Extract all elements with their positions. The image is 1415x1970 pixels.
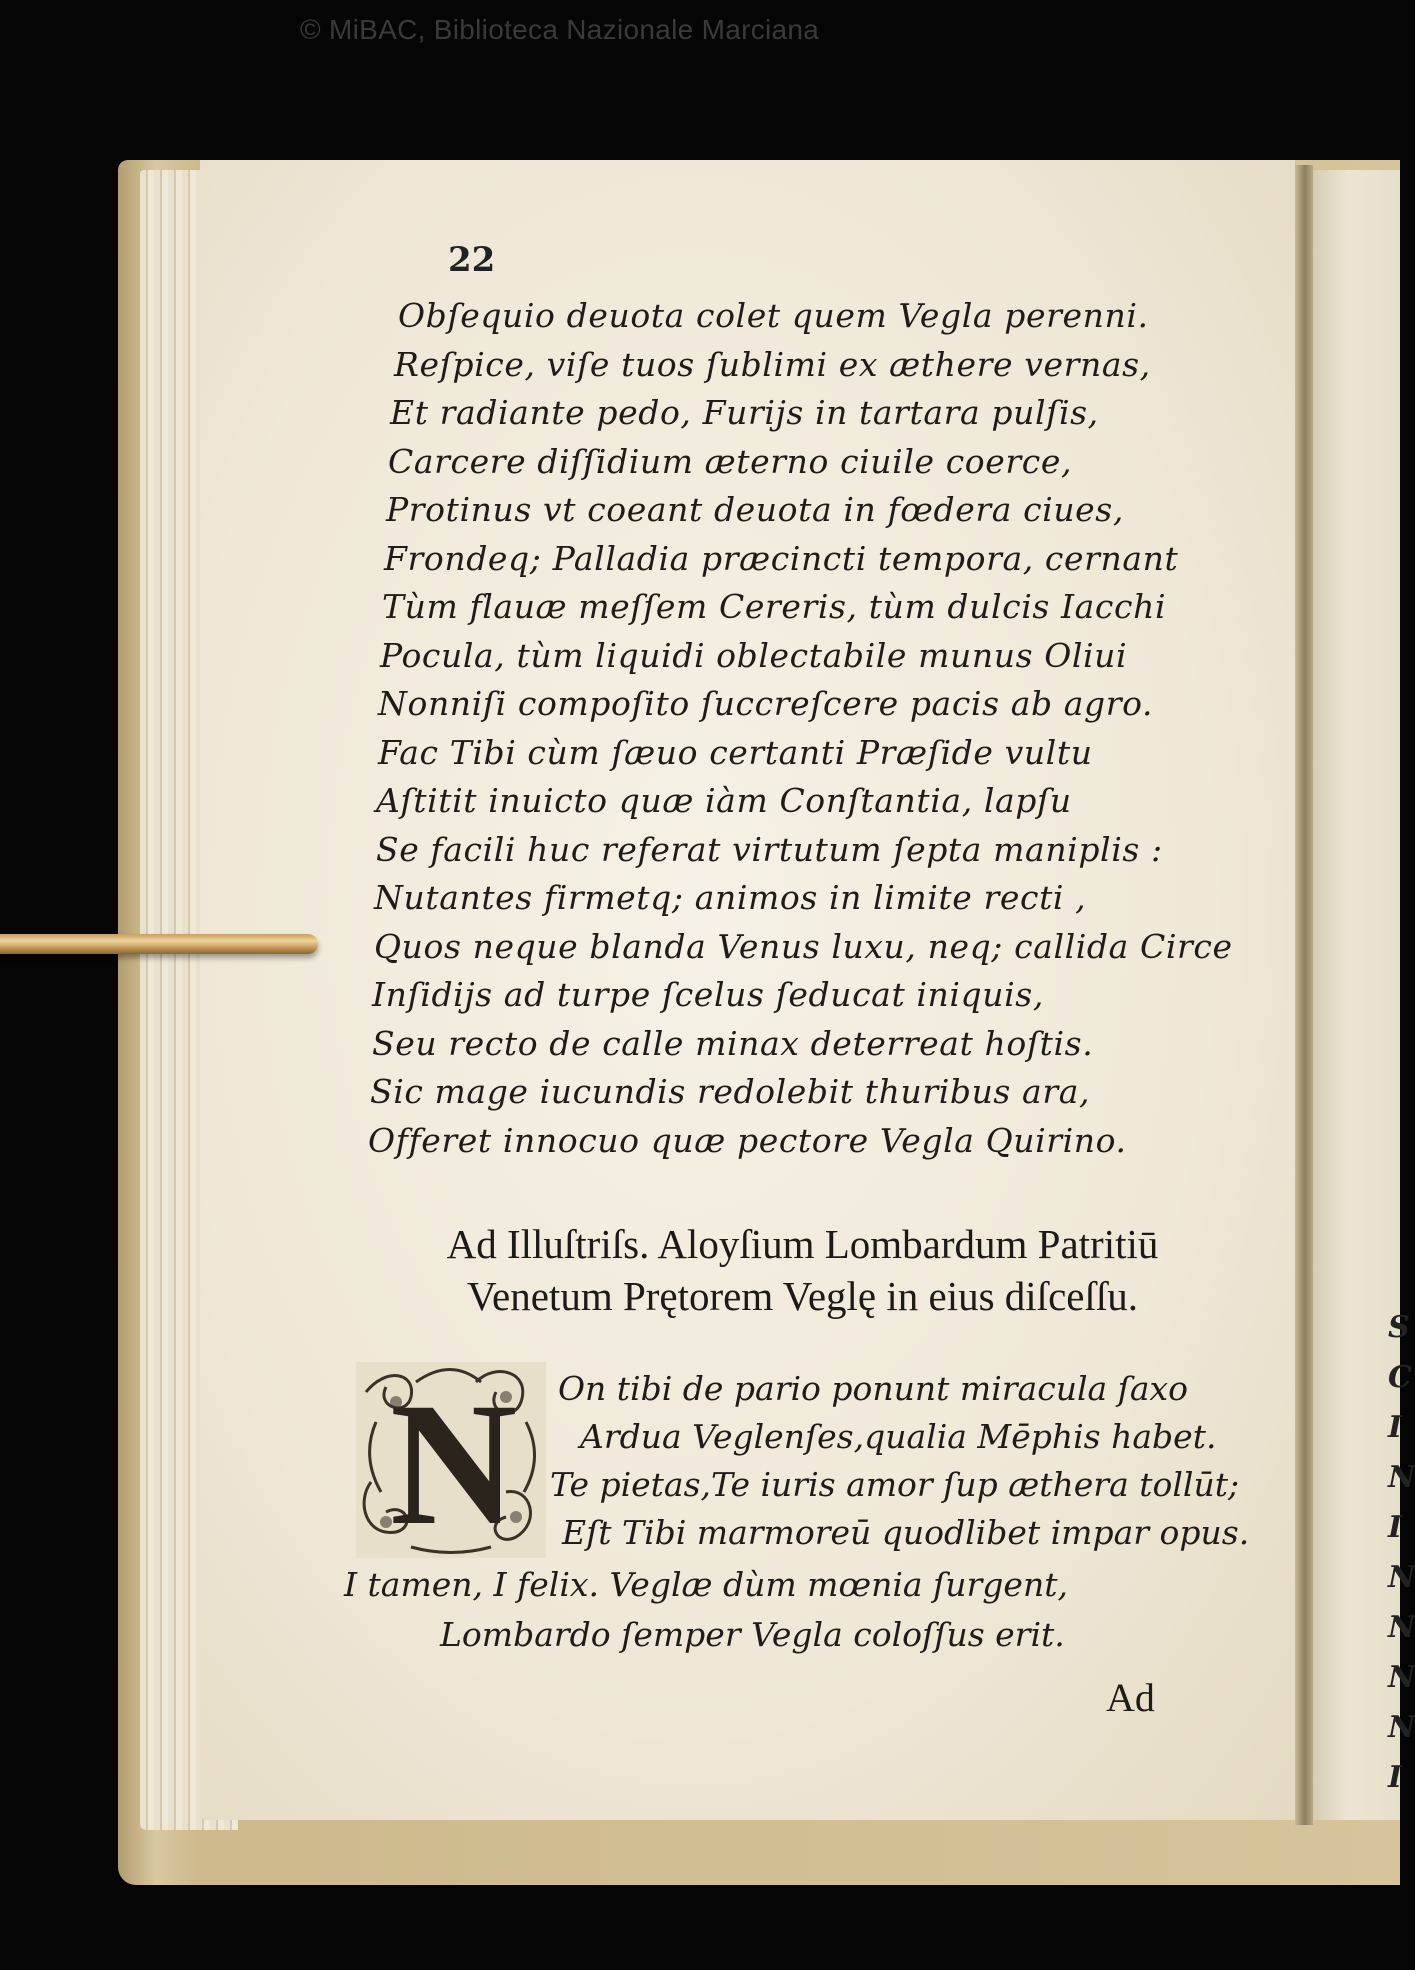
- page-number: 22: [448, 240, 496, 280]
- facing-page-edge-text: I: [1388, 1510, 1403, 1545]
- facing-page-edge-text: N: [1388, 1560, 1415, 1595]
- epigram-line: Eſt Tibi marmoreū quodlibet impar opus.: [562, 1513, 1250, 1552]
- book-gutter: [1295, 165, 1313, 1825]
- poem-line: Aſtitit inuicto quæ iàm Conſtantia, lapſu: [376, 781, 1072, 820]
- poem-line: Obſequio deuota colet quem Vegla perenni.: [398, 296, 1149, 335]
- epigram-line: Lombardo ſemper Vegla coloſſus erit.: [440, 1615, 1065, 1654]
- poem-line: Carcere diſſidium æterno ciuile coerce,: [388, 441, 1073, 481]
- facing-page-edge-text: I: [1388, 1760, 1403, 1795]
- poem-line: Nonniſi compoſito ſuccreſcere pacis ab agro.: [378, 684, 1154, 723]
- poem-line: Seu recto de calle minax deterreat hoſtis.: [372, 1023, 1094, 1063]
- catchword: Ad: [1106, 1675, 1155, 1720]
- heading-line: Ad Illuſtriſs. Aloyſium Lombardum Patritiū: [446, 1221, 1159, 1267]
- epigram-line: Ardua Veglenſes,qualia Mēphis habet.: [580, 1417, 1217, 1456]
- facing-page-edge-text: I: [1388, 1410, 1403, 1445]
- poem-line: Reſpice, viſe tuos ſublimi ex æthere vernas,: [394, 344, 1151, 384]
- epigram-line: Te pietas,Te iuris amor ſup æthera tollūt;: [550, 1465, 1240, 1504]
- poem-line: Fac Tibi cùm ſæuo certanti Præſide vultu: [378, 732, 1093, 772]
- facing-page-edge-text: N: [1388, 1460, 1415, 1495]
- poem-line: Offeret innocuo quæ pectore Vegla Quirino.: [368, 1120, 1127, 1160]
- poem-line: Tùm flauæ meſſem Cereris, tùm dulcis Iacchi: [382, 587, 1167, 626]
- poem-line: Protinus vt coeant deuota in fœdera ciues,: [386, 490, 1124, 529]
- facing-page-edge-text: N: [1388, 1610, 1415, 1645]
- poem-line: Sic mage iucundis redolebit thuribus ara,: [370, 1072, 1091, 1111]
- decorated-initial: [356, 1362, 546, 1562]
- poem-line: Quos neque blanda Venus luxu, neq; callida Circe: [374, 926, 1233, 966]
- facing-page-edge-text: C: [1388, 1360, 1412, 1395]
- poem-line: Frondeq; Palladia præcincti tempora, cernant: [384, 538, 1179, 578]
- poem-line: Pocula, tùm liquidi oblectabile munus Oliui: [380, 635, 1128, 675]
- bamboo-pointer: [0, 934, 318, 954]
- poem-line: Inſidijs ad turpe ſcelus ſeducat iniquis,: [372, 975, 1044, 1014]
- poem-line: Et radiante pedo, Furijs in tartara pulſis,: [390, 393, 1099, 432]
- facing-page-edge-text: S: [1388, 1310, 1410, 1345]
- facing-page-edge-text: N: [1388, 1710, 1415, 1745]
- initial-letter: N: [390, 1367, 518, 1562]
- facing-page: [1313, 170, 1415, 1820]
- poem: [368, 292, 1248, 1165]
- facing-page-edge-text: N: [1388, 1660, 1415, 1695]
- epigram-line: I tamen, I felix. Veglæ dùm mœnia ſurgent,: [344, 1565, 1068, 1604]
- epigram-line: On tibi de pario ponunt miracula ſaxo: [558, 1369, 1189, 1408]
- poem-line: Nutantes firmetq; animos in limite recti ,: [374, 878, 1087, 917]
- poem-line: Se facili huc referat virtutum ſepta maniplis :: [376, 829, 1163, 869]
- dedication-heading: [365, 1218, 1240, 1322]
- watermark: © MiBAC, Biblioteca Nazionale Marciana: [300, 14, 820, 45]
- heading-line: Venetum Prętorem Veglę in eius diſceſſu.: [466, 1273, 1139, 1319]
